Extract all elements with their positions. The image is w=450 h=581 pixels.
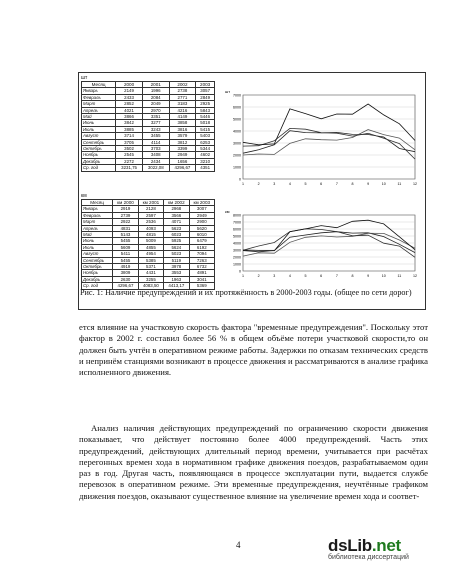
y-tick-label: 5000 — [233, 234, 241, 239]
value-cell: 2084 — [142, 94, 169, 100]
month-cell: Январь — [82, 88, 116, 94]
value-cell: 5018 — [196, 120, 215, 126]
page-number: 4 — [236, 540, 241, 550]
warnings-count-table — [81, 81, 215, 172]
value-cell: 5385 — [138, 257, 163, 263]
month-cell: Сентябрь — [82, 139, 116, 145]
column-header: Месяц — [82, 82, 116, 88]
watermark-logo: dsLib.net — [328, 536, 401, 555]
series-line-4 — [243, 104, 415, 145]
value-cell: 3399 — [169, 146, 196, 152]
value-cell: 4919 — [113, 264, 138, 270]
value-cell: 5843 — [196, 107, 215, 113]
value-cell: 4855 — [138, 244, 163, 250]
value-cell: 3809 — [113, 270, 138, 276]
y-tick-label: 4000 — [233, 129, 241, 134]
value-cell: 3579 — [169, 133, 196, 139]
value-cell: 3703 — [142, 146, 169, 152]
watermark — [328, 536, 409, 561]
value-cell: 3566 — [164, 212, 189, 218]
value-cell: 4815 — [138, 232, 163, 238]
month-cell: Апрель — [82, 107, 116, 113]
column-header: км 2003 — [189, 200, 214, 206]
warnings-length-chart — [223, 207, 421, 281]
value-cell: 5455 — [113, 257, 138, 263]
column-header: 2000 — [116, 82, 143, 88]
month-cell: Июнь — [82, 120, 116, 126]
value-cell: 5455 — [113, 238, 138, 244]
x-tick-label: 4 — [288, 182, 291, 186]
month-cell: Февраль — [82, 94, 116, 100]
value-cell: 2968 — [164, 206, 189, 212]
y-unit-label: км — [225, 209, 230, 214]
value-cell: 3007 — [189, 206, 214, 212]
value-cell: 5023 — [164, 251, 189, 257]
figure-caption: Рис. 1: Наличие предупреждений и их протяжённость в 2000-2003 годы. (общее по сети дорог) — [80, 288, 412, 297]
table1-unit: шт — [81, 75, 88, 81]
value-cell: 4954 — [138, 251, 163, 257]
y-tick-label: 8000 — [233, 213, 241, 218]
value-cell: 2739 — [113, 212, 138, 218]
value-cell: 2630 — [113, 276, 138, 282]
value-cell: 2922 — [113, 219, 138, 225]
month-cell: Декабрь — [82, 276, 113, 282]
value-cell: 4413,17 — [164, 283, 189, 289]
value-cell: 3351 — [142, 114, 169, 120]
month-cell: Декабрь — [82, 158, 116, 164]
value-cell: 1656 — [169, 158, 196, 164]
x-tick-label: 7 — [335, 274, 338, 278]
value-cell: 5403 — [196, 133, 215, 139]
value-cell: 5609 — [113, 244, 138, 250]
value-cell: 3408 — [142, 152, 169, 158]
x-tick-label: 2 — [257, 182, 260, 186]
value-cell: 2434 — [142, 158, 169, 164]
value-cell: 5620 — [189, 225, 214, 231]
paragraph-1: ется влияние на участковую скорость фактора "временные предупреждения". Поскольку этот фактор в 2002 г. составил более 56 % в общем объёме потери участковой скорости,то он должен быть учтён в оперативном режиме работы. Задержки по отказам технических средств и непринём станциями возникают в процессе движения и рассматриваются в анализе графика исполненного движения. — [79, 322, 428, 378]
y-tick-label: 5000 — [233, 117, 241, 122]
month-cell: Октябрь — [82, 264, 113, 270]
value-cell: 2771 — [169, 94, 196, 100]
y-tick-label: 6000 — [233, 105, 241, 110]
y-tick-label: 2000 — [233, 255, 241, 260]
y-tick-label: 7000 — [233, 220, 241, 225]
value-cell: 5415 — [196, 126, 215, 132]
warnings-length-table — [81, 199, 215, 290]
value-cell: 3705 — [116, 139, 143, 145]
y-tick-label: 0 — [239, 269, 241, 274]
month-cell: Март — [82, 101, 116, 107]
value-cell: 2919 — [113, 206, 138, 212]
month-cell: Август — [82, 251, 113, 257]
value-cell: 2949 — [189, 212, 214, 218]
value-cell: 6010 — [189, 232, 214, 238]
value-cell: 5925 — [164, 238, 189, 244]
x-tick-label: 1 — [242, 182, 244, 186]
x-tick-label: 11 — [397, 182, 402, 186]
value-cell: 5143 — [113, 232, 138, 238]
x-tick-label: 8 — [351, 274, 354, 278]
value-cell: 3255 — [138, 276, 163, 282]
value-cell: 6253 — [196, 139, 215, 145]
table2-unit: км — [81, 193, 87, 199]
value-cell: 4114 — [142, 139, 169, 145]
x-tick-label: 8 — [351, 182, 354, 186]
value-cell: 2900 — [189, 219, 214, 225]
y-tick-label: 4000 — [233, 241, 241, 246]
x-tick-label: 12 — [413, 274, 417, 278]
value-cell: 4296,67 — [113, 283, 138, 289]
value-cell: 3553 — [164, 270, 189, 276]
paragraph-2: Анализ наличия действующих предупреждений по ограничению скорости движения показывает, что действует постоянно более 4000 предупреждений. Часть этих предупреждений, действующих длительный период времени, учитывается при расчётах перегонных времен хода в нормативном графике движения поездов, разрабатываемом один раз в год. Другая часть, появляющаяся в процессе эксплуатации пути, выдается службе перевозок в оперативном режиме. Эти временные предупреждения, неучтённые графиком движения поездов, оказывают существенное влияние на увеличение времен хода и соответ- — [79, 423, 428, 501]
value-cell: 3231,75 — [116, 165, 143, 171]
value-cell: 2970 — [142, 107, 169, 113]
value-cell: 4431 — [138, 270, 163, 276]
y-tick-label: 6000 — [233, 227, 241, 232]
y-tick-label: 1000 — [233, 262, 241, 267]
value-cell: 3885 — [116, 126, 143, 132]
value-cell: 5371 — [138, 264, 163, 270]
value-cell: 4149 — [169, 114, 196, 120]
value-cell: 3502 — [116, 146, 143, 152]
x-tick-label: 12 — [413, 182, 417, 186]
value-cell: 6192 — [189, 244, 214, 250]
value-cell: 3210 — [196, 158, 215, 164]
y-tick-label: 0 — [239, 177, 241, 182]
table-row — [82, 165, 215, 171]
column-header: 2002 — [169, 82, 196, 88]
value-cell: 3816 — [169, 126, 196, 132]
value-cell: 2049 — [142, 101, 169, 107]
value-cell: 2272 — [116, 158, 143, 164]
value-cell: 2925 — [196, 101, 215, 107]
month-cell: Май — [82, 232, 113, 238]
series-line-1 — [243, 232, 415, 253]
month-cell: Ноябрь — [82, 152, 116, 158]
month-cell: Август — [82, 133, 116, 139]
figure-frame — [78, 72, 426, 310]
series-line-1 — [243, 131, 415, 154]
x-tick-label: 10 — [381, 274, 386, 278]
x-tick-label: 6 — [320, 274, 323, 278]
x-tick-label: 1 — [242, 274, 244, 278]
watermark-subtitle: библиотека диссертаций — [328, 554, 409, 561]
value-cell: 4602 — [196, 152, 215, 158]
month-cell: Ср. год — [82, 283, 113, 289]
value-cell: 6023 — [164, 232, 189, 238]
x-tick-label: 2 — [257, 274, 260, 278]
value-cell: 6479 — [189, 238, 214, 244]
value-cell: 5119 — [164, 257, 189, 263]
value-cell: 3978 — [164, 264, 189, 270]
column-header: км 2001 — [138, 200, 163, 206]
value-cell: 3842 — [116, 120, 143, 126]
value-cell: 4093 — [138, 225, 163, 231]
month-cell: Июль — [82, 126, 116, 132]
month-cell: Май — [82, 114, 116, 120]
value-cell: 4216 — [169, 107, 196, 113]
value-cell: 2149 — [116, 88, 143, 94]
month-cell: Июль — [82, 244, 113, 250]
x-tick-label: 9 — [367, 274, 370, 278]
value-cell: 6732 — [189, 264, 214, 270]
month-cell: Ср. год — [82, 165, 116, 171]
value-cell: 5369 — [189, 283, 214, 289]
value-cell: 3858 — [169, 120, 196, 126]
value-cell: 2738 — [169, 88, 196, 94]
month-cell: Сентябрь — [82, 257, 113, 263]
x-tick-label: 3 — [273, 182, 276, 186]
value-cell: 5009 — [138, 238, 163, 244]
x-tick-label: 3 — [273, 274, 276, 278]
x-tick-label: 6 — [320, 182, 323, 186]
value-cell: 2597 — [138, 212, 163, 218]
plot-area — [243, 95, 415, 179]
x-tick-label: 5 — [304, 182, 307, 186]
value-cell: 3812 — [169, 139, 196, 145]
month-cell: Ноябрь — [82, 270, 113, 276]
value-cell: 2536 — [138, 219, 163, 225]
value-cell: 2433 — [116, 94, 143, 100]
x-tick-label: 7 — [335, 182, 338, 186]
value-cell: 5624 — [164, 244, 189, 250]
month-cell: Февраль — [82, 212, 113, 218]
x-tick-label: 5 — [304, 274, 307, 278]
value-cell: 3866 — [116, 114, 143, 120]
value-cell: 5446 — [196, 114, 215, 120]
value-cell: 7094 — [189, 251, 214, 257]
y-tick-label: 2000 — [233, 153, 241, 158]
x-tick-label: 4 — [288, 274, 291, 278]
value-cell: 2545 — [116, 152, 143, 158]
value-cell: 4351 — [196, 165, 215, 171]
column-header: км 2000 — [113, 200, 138, 206]
value-cell: 2852 — [116, 101, 143, 107]
value-cell: 4083,50 — [138, 283, 163, 289]
column-header: 2001 — [142, 82, 169, 88]
value-cell: 3183 — [169, 101, 196, 107]
value-cell: 5344 — [196, 146, 215, 152]
value-cell: 3277 — [142, 120, 169, 126]
value-cell: 2849 — [196, 94, 215, 100]
month-cell: Апрель — [82, 225, 113, 231]
value-cell: 2949 — [169, 152, 196, 158]
x-tick-label: 10 — [381, 182, 386, 186]
month-cell: Октябрь — [82, 146, 116, 152]
value-cell: 3057 — [196, 88, 215, 94]
y-tick-label: 7000 — [233, 93, 241, 98]
column-header: км 2002 — [164, 200, 189, 206]
y-tick-label: 3000 — [233, 248, 241, 253]
x-tick-label: 9 — [367, 182, 370, 186]
value-cell: 1996 — [142, 88, 169, 94]
value-cell: 2128 — [138, 206, 163, 212]
y-tick-label: 3000 — [233, 141, 241, 146]
value-cell: 3714 — [116, 133, 143, 139]
value-cell: 3041 — [189, 276, 214, 282]
value-cell: 4891 — [189, 270, 214, 276]
value-cell: 1963 — [164, 276, 189, 282]
value-cell: 4021 — [116, 107, 143, 113]
value-cell: 5623 — [164, 225, 189, 231]
x-tick-label: 11 — [397, 274, 402, 278]
value-cell: 7263 — [189, 257, 214, 263]
y-tick-label: 1000 — [233, 165, 241, 170]
month-cell: Март — [82, 219, 113, 225]
y-unit-label: шт — [225, 89, 231, 94]
series-line-2 — [243, 233, 415, 256]
value-cell: 4071 — [164, 219, 189, 225]
column-header: Месяц — [82, 200, 113, 206]
value-cell: 3243 — [142, 126, 169, 132]
value-cell: 3022,08 — [142, 165, 169, 171]
value-cell: 4831 — [113, 225, 138, 231]
month-cell: Июнь — [82, 238, 113, 244]
warnings-count-chart — [223, 87, 421, 189]
value-cell: 5411 — [113, 251, 138, 257]
month-cell: Январь — [82, 206, 113, 212]
value-cell: 4296,67 — [169, 165, 196, 171]
column-header: 2003 — [196, 82, 215, 88]
value-cell: 3455 — [142, 133, 169, 139]
